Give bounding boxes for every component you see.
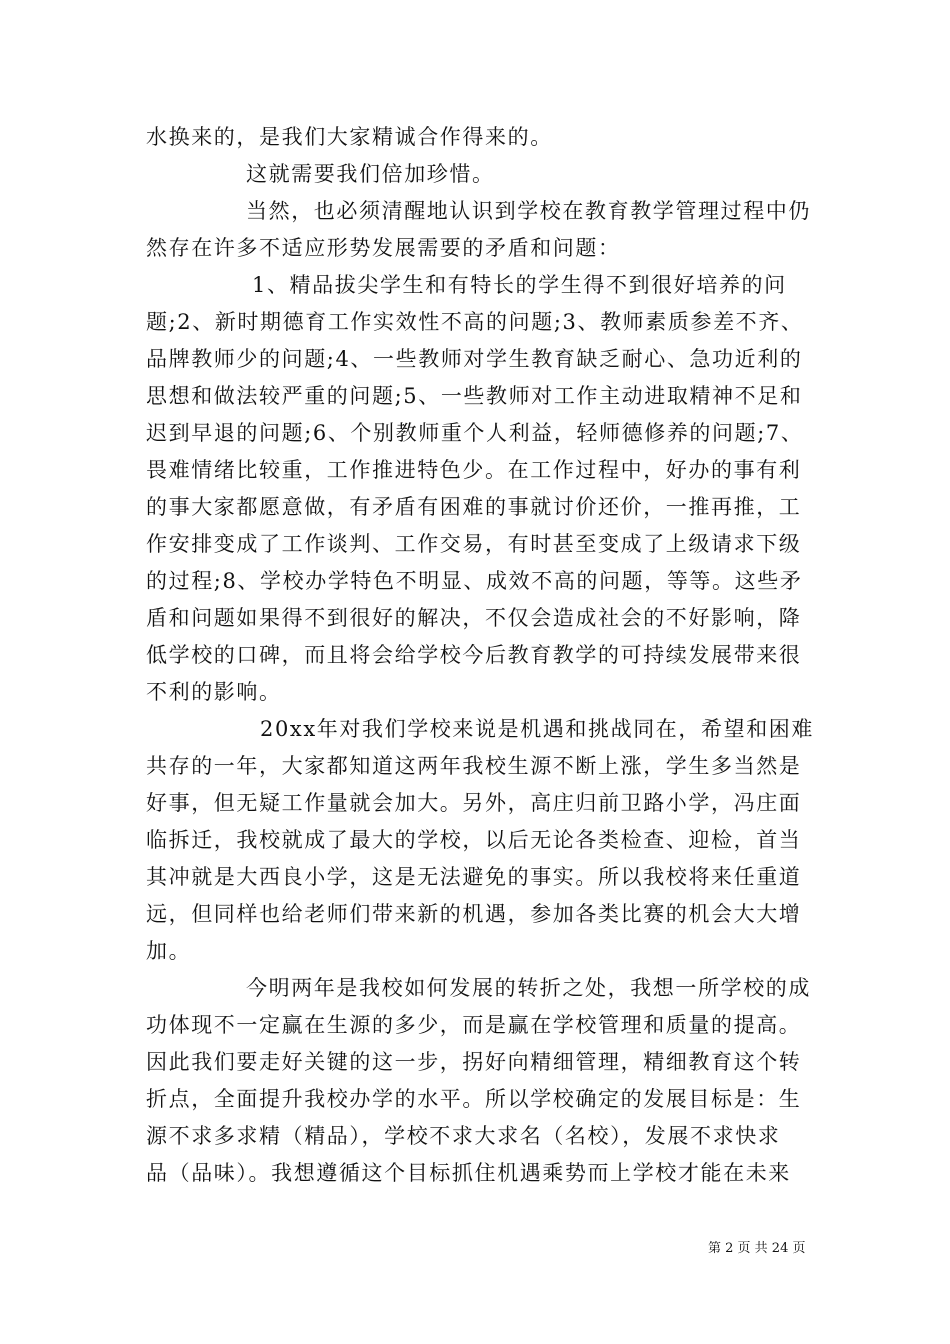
text-line: 加。: [146, 939, 192, 963]
text-line: 远，但同样也给老师们带来新的机遇，参加各类比赛的机会大大增: [146, 902, 802, 926]
text-line: 思想和做法较严重的问题;5、一些教师对工作主动进取精神不足和: [146, 384, 803, 408]
page-number: 第 2 页 共 24 页: [708, 1241, 806, 1256]
text-line: 因此我们要走好关键的这一步，拐好向精细管理，精细教育这个转: [146, 1050, 802, 1074]
text-line: 品牌教师少的问题;4、一些教师对学生教育缺乏耐心、急功近利的: [146, 347, 803, 371]
text-line: 盾和问题如果得不到很好的解决，不仅会造成社会的不好影响，降: [146, 606, 802, 630]
text-line: 低学校的口碑，而且将会给学校今后教育教学的可持续发展带来很: [146, 643, 802, 667]
text-line: 好事，但无疑工作量就会加大。另外，高庄归前卫路小学，冯庄面: [146, 791, 802, 815]
text-line: 题;2、新时期德育工作实效性不高的问题;3、教师素质参差不齐、: [146, 310, 804, 334]
text-line: 不利的影响。: [146, 680, 282, 704]
text-line: 其冲就是大西良小学，这是无法避免的事实。所以我校将来任重道: [146, 865, 802, 889]
text-line: 临拆迁，我校就成了最大的学校，以后无论各类检查、迎检，首当: [146, 828, 802, 852]
text-line: 共存的一年，大家都知道这两年我校生源不断上涨，学生多当然是: [146, 754, 802, 778]
text-line: 今明两年是我校如何发展的转折之处，我想一所学校的成: [246, 976, 811, 1000]
text-line: 的过程;8、学校办学特色不明显、成效不高的问题，等等。这些矛: [146, 569, 803, 593]
text-line: 当然，也必须清醒地认识到学校在教育教学管理过程中仍: [246, 199, 811, 223]
text-line: 作安排变成了工作谈判、工作交易，有时甚至变成了上级请求下级: [146, 532, 802, 556]
text-line: 20xx年对我们学校来说是机遇和挑战同在，希望和困难: [260, 717, 815, 741]
text-line: 折点，全面提升我校办学的水平。所以学校确定的发展目标是：生: [146, 1087, 802, 1111]
text-line: 水换来的，是我们大家精诚合作得来的。: [146, 125, 553, 149]
text-line: 1、精品拔尖学生和有特长的学生得不到很好培养的问: [252, 273, 787, 297]
text-line: 畏难情绪比较重，工作推进特色少。在工作过程中，好办的事有利: [146, 458, 802, 482]
text-line: 功体现不一定赢在生源的多少，而是赢在学校管理和质量的提高。: [146, 1013, 802, 1037]
text-line: 这就需要我们倍加珍惜。: [246, 162, 495, 186]
text-line: 迟到早退的问题;6、个别教师重个人利益，轻师德修养的问题;7、: [146, 421, 804, 445]
text-line: 品（品味）。我想遵循这个目标抓住机遇乘势而上学校才能在未来: [146, 1161, 791, 1185]
text-line: 源不求多求精（精品），学校不求大求名（名校），发展不求快求: [146, 1124, 781, 1148]
text-line: 的事大家都愿意做，有矛盾有困难的事就讨价还价，一推再推，工: [146, 495, 802, 519]
text-line: 然存在许多不适应形势发展需要的矛盾和问题：: [146, 236, 621, 260]
